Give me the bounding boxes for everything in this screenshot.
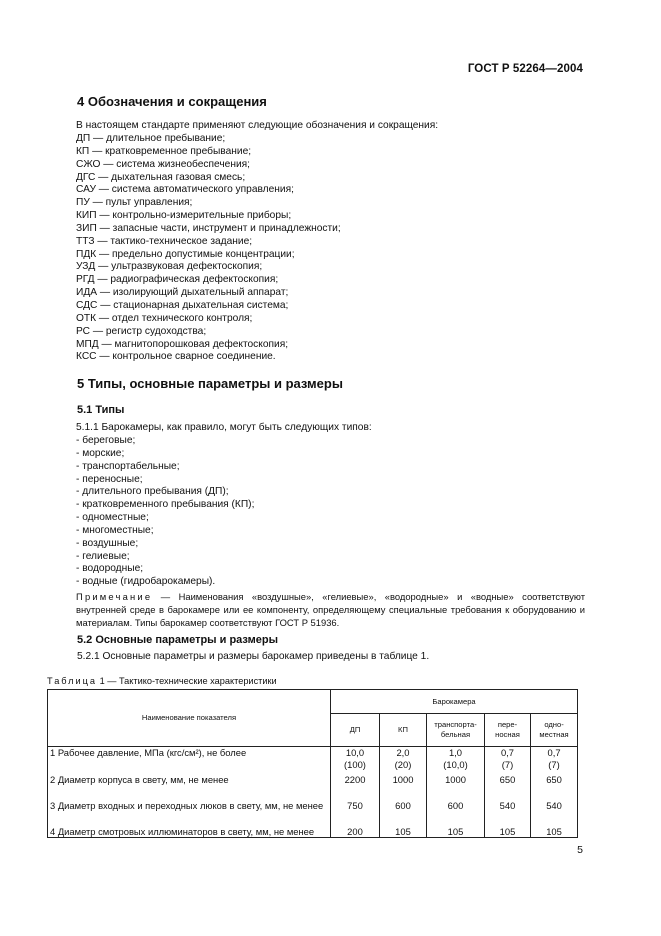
value-cell: 105 xyxy=(427,812,485,838)
value-cell: 650 xyxy=(485,773,531,786)
paragraph-5-2-1: 5.2.1 Основные параметры и размеры барокамер приведены в таблице 1. xyxy=(77,651,430,662)
column-header: одно- местная xyxy=(531,714,578,747)
value-cell: 650 xyxy=(531,773,578,786)
abbreviation-item: СЖО — система жизнеобеспечения; xyxy=(76,158,251,170)
column-header: пере- носная xyxy=(485,714,531,747)
type-item: - воздушные; xyxy=(76,537,139,549)
note-text: — Наименования «воздушные», «гелиевые», «водородные» и «водные» соответствуют внутренней среде в барокамере или ее компоненту, определяющему специальные требования к оборудованию и материалам. Типы барокамер соответствуют ГОСТ Р 51936. xyxy=(76,591,585,628)
abbreviation-item: МПД — магнитопорошковая дефектоскопия; xyxy=(76,338,289,350)
abbreviation-item: ЗИП — запасные части, инструмент и принадлежности; xyxy=(76,222,341,234)
column-group-header: Барокамера xyxy=(331,690,578,714)
value-cell: 0,7 (7) xyxy=(531,747,578,773)
type-item: - водные (гидробарокамеры). xyxy=(76,576,216,588)
table-row xyxy=(48,773,578,786)
value-cell: 2200 xyxy=(331,773,380,786)
note-paragraph xyxy=(76,590,585,629)
parameter-name-cell: 1 Рабочее давление, МПа (кгс/см²), не более xyxy=(48,747,331,773)
parameter-name-cell: 2 Диаметр корпуса в свету, мм, не менее xyxy=(48,773,331,786)
value-cell: 750 xyxy=(331,786,380,812)
column-header: ДП xyxy=(331,714,380,747)
abbreviation-item: УЗД — ультразвуковая дефектоскопия; xyxy=(76,261,263,273)
value-cell: 0,7 (7) xyxy=(485,747,531,773)
type-item: - водородные; xyxy=(76,563,144,575)
abbreviation-item: КИП — контрольно-измерительные приборы; xyxy=(76,210,292,222)
type-item: - гелиевые; xyxy=(76,550,130,562)
abbreviation-item: КП — кратковременное пребывание; xyxy=(76,145,252,157)
value-cell: 1000 xyxy=(380,773,427,786)
type-item: - длительного пребывания (ДП); xyxy=(76,486,229,498)
value-cell: 105 xyxy=(485,812,531,838)
table-row xyxy=(48,812,578,838)
abbreviation-item: ПУ — пульт управления; xyxy=(76,197,193,209)
abbreviation-item: ДГС — дыхательная газовая смесь; xyxy=(76,171,246,183)
section-4-title: 4 Обозначения и сокращения xyxy=(77,94,267,109)
table-caption xyxy=(47,676,277,686)
column-header-name: Наименование показателя xyxy=(48,690,331,747)
type-item: - морские; xyxy=(76,447,125,459)
abbreviation-item: РГД — радиографическая дефектоскопия; xyxy=(76,274,279,286)
abbreviation-item: ИДА — изолирующий дыхательный аппарат; xyxy=(76,287,289,299)
abbreviation-item: КСС — контрольное сварное соединение. xyxy=(76,351,276,363)
abbreviation-item: РС — регистр судоходства; xyxy=(76,325,207,337)
value-cell: 10,0 (100) xyxy=(331,747,380,773)
subsection-5-2-title: 5.2 Основные параметры и размеры xyxy=(77,634,278,646)
table-caption-text: 1 — Тактико-технические характеристики xyxy=(97,676,277,686)
table-row xyxy=(48,786,578,812)
specifications-table xyxy=(47,689,578,838)
abbreviation-list xyxy=(76,133,341,364)
abbreviation-item: САУ — система автоматического управления; xyxy=(76,184,294,196)
abbreviation-item: ПДК — предельно допустимые концентрации; xyxy=(76,248,295,260)
type-item: - многоместные; xyxy=(76,524,154,536)
value-cell: 600 xyxy=(380,786,427,812)
column-header: транспорта- бельная xyxy=(427,714,485,747)
value-cell: 105 xyxy=(531,812,578,838)
column-header: КП xyxy=(380,714,427,747)
abbreviation-item: СДС — стационарная дыхательная система; xyxy=(76,299,289,311)
page-number: 5 xyxy=(577,844,583,856)
types-list xyxy=(76,435,254,589)
section-4-intro: В настоящем стандарте применяют следующие обозначения и сокращения: xyxy=(76,120,439,131)
type-item: - переносные; xyxy=(76,473,143,485)
abbreviation-item: ОТК — отдел технического контроля; xyxy=(76,312,253,324)
section-5-title: 5 Типы, основные параметры и размеры xyxy=(77,376,343,391)
abbreviation-item: ДП — длительное пребывание; xyxy=(76,133,226,144)
type-item: - транспортабельные; xyxy=(76,460,180,472)
value-cell: 1000 xyxy=(427,773,485,786)
type-item: - береговые; xyxy=(76,435,136,446)
parameter-name-cell: 4 Диаметр смотровых иллюминаторов в свету, мм, не менее xyxy=(48,812,331,838)
paragraph-5-1-1: 5.1.1 Барокамеры, как правило, могут быть следующих типов: xyxy=(76,422,372,433)
value-cell: 540 xyxy=(531,786,578,812)
value-cell: 600 xyxy=(427,786,485,812)
value-cell: 200 xyxy=(331,812,380,838)
type-item: - кратковременного пребывания (КП); xyxy=(76,499,255,511)
note-label: Примечание xyxy=(76,591,153,602)
parameter-name-cell: 3 Диаметр входных и переходных люков в свету, мм, не менее xyxy=(48,786,331,812)
abbreviation-item: ТТЗ — тактико-техническое задание; xyxy=(76,235,253,247)
table-row xyxy=(48,747,578,773)
table-caption-label: Таблица xyxy=(47,676,98,686)
standard-code-header: ГОСТ Р 52264—2004 xyxy=(467,63,583,75)
value-cell: 1,0 (10,0) xyxy=(427,747,485,773)
value-cell: 2,0 (20) xyxy=(380,747,427,773)
type-item: - одноместные; xyxy=(76,512,149,524)
value-cell: 105 xyxy=(380,812,427,838)
subsection-5-1-title: 5.1 Типы xyxy=(77,404,125,416)
value-cell: 540 xyxy=(485,786,531,812)
